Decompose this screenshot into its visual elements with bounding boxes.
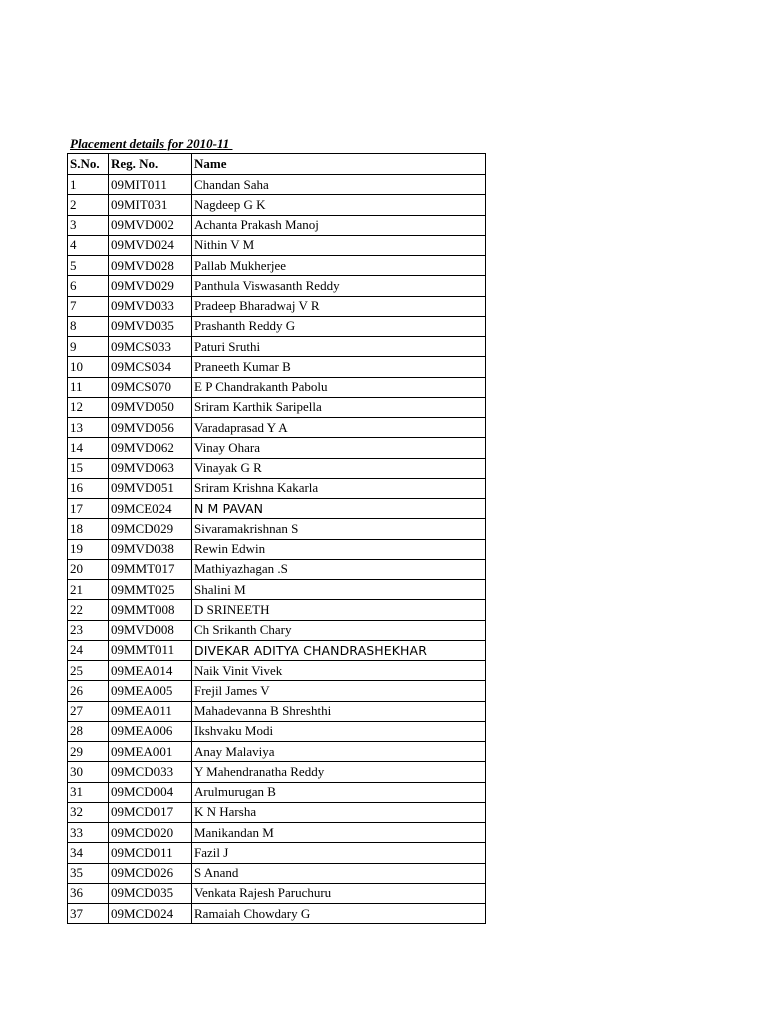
table-row — [68, 337, 486, 357]
cell-reg-no: 09MCD029 — [109, 519, 192, 539]
table-row — [68, 681, 486, 701]
cell-name: Paturi Sruthi — [192, 337, 486, 357]
table-row — [68, 499, 486, 519]
cell-sno: 26 — [68, 681, 109, 701]
cell-sno: 2 — [68, 195, 109, 215]
table-row — [68, 721, 486, 741]
cell-sno: 27 — [68, 701, 109, 721]
cell-name: Pallab Mukherjee — [192, 256, 486, 276]
table-row — [68, 357, 486, 377]
cell-sno: 3 — [68, 215, 109, 235]
cell-sno: 12 — [68, 397, 109, 417]
cell-reg-no: 09MVD038 — [109, 539, 192, 559]
cell-name: Ramaiah Chowdary G — [192, 904, 486, 924]
cell-reg-no: 09MEA006 — [109, 721, 192, 741]
cell-reg-no: 09MCS033 — [109, 337, 192, 357]
cell-sno: 19 — [68, 539, 109, 559]
cell-name: Sriram Karthik Saripella — [192, 397, 486, 417]
cell-sno: 31 — [68, 782, 109, 802]
cell-sno: 33 — [68, 823, 109, 843]
cell-name: Nagdeep G K — [192, 195, 486, 215]
cell-sno: 13 — [68, 418, 109, 438]
cell-sno: 24 — [68, 640, 109, 660]
cell-reg-no: 09MVD051 — [109, 478, 192, 498]
cell-reg-no: 09MVD035 — [109, 316, 192, 336]
cell-reg-no: 09MCE024 — [109, 499, 192, 519]
column-header-sno: S.No. — [68, 154, 109, 175]
cell-name: Pradeep Bharadwaj V R — [192, 296, 486, 316]
cell-reg-no: 09MVD063 — [109, 458, 192, 478]
table-header-row — [68, 154, 486, 175]
cell-name: Mahadevanna B Shreshthi — [192, 701, 486, 721]
cell-reg-no: 09MCD035 — [109, 883, 192, 903]
cell-name: Rewin Edwin — [192, 539, 486, 559]
cell-sno: 29 — [68, 742, 109, 762]
cell-name: Varadaprasad Y A — [192, 418, 486, 438]
cell-sno: 14 — [68, 438, 109, 458]
cell-name: Sriram Krishna Kakarla — [192, 478, 486, 498]
cell-name: Shalini M — [192, 580, 486, 600]
cell-reg-no: 09MEA011 — [109, 701, 192, 721]
cell-name: Ch Srikanth Chary — [192, 620, 486, 640]
table-row — [68, 742, 486, 762]
column-header-name: Name — [192, 154, 486, 175]
cell-reg-no: 09MCD026 — [109, 863, 192, 883]
cell-reg-no: 09MIT031 — [109, 195, 192, 215]
cell-sno: 16 — [68, 478, 109, 498]
cell-sno: 22 — [68, 600, 109, 620]
cell-reg-no: 09MVD024 — [109, 235, 192, 255]
table-row — [68, 195, 486, 215]
cell-sno: 36 — [68, 883, 109, 903]
cell-reg-no: 09MVD050 — [109, 397, 192, 417]
cell-reg-no: 09MCD033 — [109, 762, 192, 782]
cell-sno: 32 — [68, 802, 109, 822]
table-row — [68, 256, 486, 276]
cell-name: Fazil J — [192, 843, 486, 863]
cell-reg-no: 09MCS070 — [109, 377, 192, 397]
cell-name: Arulmurugan B — [192, 782, 486, 802]
table-row — [68, 559, 486, 579]
cell-name: S Anand — [192, 863, 486, 883]
table-row — [68, 438, 486, 458]
cell-name: Prashanth Reddy G — [192, 316, 486, 336]
cell-sno: 1 — [68, 175, 109, 195]
cell-sno: 34 — [68, 843, 109, 863]
cell-reg-no: 09MVD029 — [109, 276, 192, 296]
table-row — [68, 175, 486, 195]
table-row — [68, 276, 486, 296]
table-row — [68, 782, 486, 802]
cell-name: Nithin V M — [192, 235, 486, 255]
cell-sno: 17 — [68, 499, 109, 519]
table-row — [68, 802, 486, 822]
table-row — [68, 701, 486, 721]
cell-name: N M PAVAN — [192, 499, 486, 519]
table-row — [68, 539, 486, 559]
table-row — [68, 519, 486, 539]
table-row — [68, 823, 486, 843]
cell-sno: 21 — [68, 580, 109, 600]
document-title: Placement details for 2010-11 — [70, 136, 233, 151]
cell-sno: 37 — [68, 904, 109, 924]
cell-sno: 7 — [68, 296, 109, 316]
cell-reg-no: 09MCD017 — [109, 802, 192, 822]
cell-name: K N Harsha — [192, 802, 486, 822]
cell-name: E P Chandrakanth Pabolu — [192, 377, 486, 397]
cell-reg-no: 09MMT025 — [109, 580, 192, 600]
table-row — [68, 600, 486, 620]
cell-name: Manikandan M — [192, 823, 486, 843]
table-row — [68, 478, 486, 498]
cell-sno: 20 — [68, 559, 109, 579]
cell-reg-no: 09MCD011 — [109, 843, 192, 863]
cell-sno: 25 — [68, 661, 109, 681]
table-row — [68, 316, 486, 336]
cell-reg-no: 09MMT008 — [109, 600, 192, 620]
cell-sno: 28 — [68, 721, 109, 741]
cell-reg-no: 09MCD020 — [109, 823, 192, 843]
table-row — [68, 640, 486, 660]
cell-sno: 30 — [68, 762, 109, 782]
cell-sno: 5 — [68, 256, 109, 276]
table-row — [68, 215, 486, 235]
cell-sno: 18 — [68, 519, 109, 539]
cell-sno: 4 — [68, 235, 109, 255]
cell-name: Y Mahendranatha Reddy — [192, 762, 486, 782]
table-row — [68, 762, 486, 782]
cell-sno: 8 — [68, 316, 109, 336]
table-row — [68, 883, 486, 903]
cell-reg-no: 09MEA001 — [109, 742, 192, 762]
cell-reg-no: 09MCS034 — [109, 357, 192, 377]
placement-table — [67, 153, 486, 924]
cell-reg-no: 09MVD028 — [109, 256, 192, 276]
cell-reg-no: 09MVD002 — [109, 215, 192, 235]
table-row — [68, 843, 486, 863]
cell-name: Venkata Rajesh Paruchuru — [192, 883, 486, 903]
cell-reg-no: 09MCD024 — [109, 904, 192, 924]
table-row — [68, 377, 486, 397]
table-row — [68, 863, 486, 883]
table-row — [68, 418, 486, 438]
table-row — [68, 580, 486, 600]
table-row — [68, 661, 486, 681]
cell-reg-no: 09MEA005 — [109, 681, 192, 701]
cell-name: Anay Malaviya — [192, 742, 486, 762]
cell-name: Naik Vinit Vivek — [192, 661, 486, 681]
table-row — [68, 620, 486, 640]
cell-name: Achanta Prakash Manoj — [192, 215, 486, 235]
cell-sno: 15 — [68, 458, 109, 478]
cell-name: Chandan Saha — [192, 175, 486, 195]
cell-sno: 6 — [68, 276, 109, 296]
cell-name: Praneeth Kumar B — [192, 357, 486, 377]
table-row — [68, 397, 486, 417]
cell-sno: 23 — [68, 620, 109, 640]
cell-reg-no: 09MVD008 — [109, 620, 192, 640]
table-row — [68, 458, 486, 478]
cell-name: Mathiyazhagan .S — [192, 559, 486, 579]
cell-name: Vinay Ohara — [192, 438, 486, 458]
cell-name: Vinayak G R — [192, 458, 486, 478]
cell-reg-no: 09MIT011 — [109, 175, 192, 195]
cell-name: DIVEKAR ADITYA CHANDRASHEKHAR — [192, 640, 486, 660]
cell-reg-no: 09MEA014 — [109, 661, 192, 681]
cell-reg-no: 09MCD004 — [109, 782, 192, 802]
column-header-reg-no: Reg. No. — [109, 154, 192, 175]
cell-reg-no: 09MVD062 — [109, 438, 192, 458]
cell-sno: 9 — [68, 337, 109, 357]
cell-reg-no: 09MMT011 — [109, 640, 192, 660]
cell-name: Frejil James V — [192, 681, 486, 701]
cell-reg-no: 09MVD056 — [109, 418, 192, 438]
cell-reg-no: 09MVD033 — [109, 296, 192, 316]
table-body — [68, 175, 486, 924]
cell-sno: 35 — [68, 863, 109, 883]
cell-reg-no: 09MMT017 — [109, 559, 192, 579]
table-row — [68, 296, 486, 316]
table-row — [68, 904, 486, 924]
cell-name: Panthula Viswasanth Reddy — [192, 276, 486, 296]
cell-name: Sivaramakrishnan S — [192, 519, 486, 539]
cell-name: Ikshvaku Modi — [192, 721, 486, 741]
cell-sno: 11 — [68, 377, 109, 397]
cell-name: D SRINEETH — [192, 600, 486, 620]
table-row — [68, 235, 486, 255]
cell-sno: 10 — [68, 357, 109, 377]
